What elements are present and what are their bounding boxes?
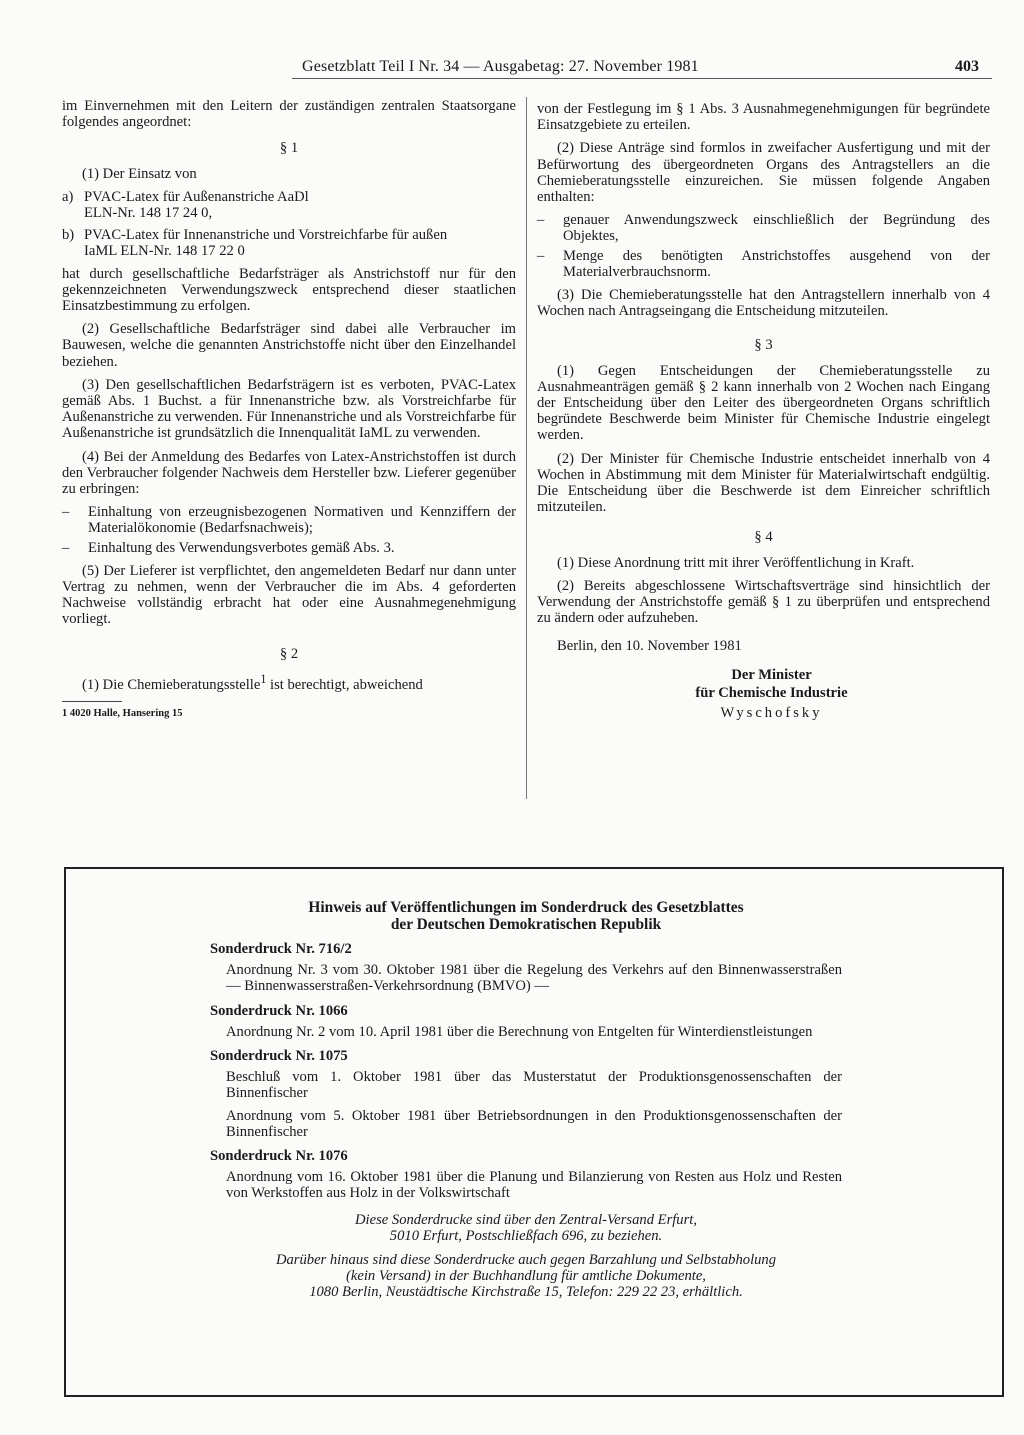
s3-paragraph-1: (1) Gegen Entscheidungen der Chemieberatungsstelle zu Ausnahmeanträgen gemäß § 2 kann innerhalb von 2 Wochen nach Eingang der Entscheidung über den Leiter des übergeordneten Organs schriftlich begründete Beschwerde beim Minister für Chemische Industrie eingelegt werden. — [537, 362, 990, 444]
item-b-line-2: IaML ELN-Nr. 148 17 22 0 — [84, 243, 245, 260]
sonderdruck-entry: Anordnung Nr. 3 vom 30. Oktober 1981 über die Regelung des Verkehrs auf den Binnenwasserstraßen — Binnenwasserstraßen-Verkehrsordnung (BMVO) — — [226, 962, 842, 995]
left-column — [62, 98, 516, 722]
s1-dash-item-2 — [62, 540, 516, 556]
sonderdruck-label: Sonderdruck Nr. 716/2 — [210, 941, 352, 957]
notice-1-line-1: Diese Sonderdrucke sind über den Zentral-Versand Erfurt, — [355, 1211, 697, 1228]
signatory-title-1: Der Minister — [731, 666, 812, 683]
sonderdruck-entry: Anordnung vom 5. Oktober 1981 über Betriebsordnungen in den Produktionsgenossenschaften der Binnenfischer — [226, 1107, 842, 1140]
ordering-notice-2 — [210, 1252, 842, 1301]
s2-p1-end: ist berechtigt, abweichend — [266, 676, 423, 693]
s3-paragraph-2: (2) Der Minister für Chemische Industrie entscheidet innerhalb von 4 Wochen in Abstimmung mit dem Minister für Materialwirtschaft endgültig. Die Entscheidung über die Beschwerde ist dem Einreicher schriftlich mitzuteilen. — [537, 450, 990, 516]
footnote-rule — [62, 701, 122, 702]
s4-paragraph-1: (1) Diese Anordnung tritt mit ihrer Veröffentlichung in Kraft. — [557, 554, 915, 571]
s2-paragraph-2: (2) Diese Anträge sind formlos in zweifacher Ausfertigung und mit der Befürwortung des übergeordneten Organs des Antragstellers an die Chemieberatungsstelle einzureichen. Sie müssen folgende Angaben enthalten: — [537, 140, 990, 206]
dash-marker: – — [537, 212, 545, 229]
s1-dash-item-1 — [62, 504, 516, 536]
s2-p1-start: (1) Die Chemieberatungsstelle — [82, 676, 261, 693]
dash-item-text: genauer Anwendungszweck einschließlich der Begründung des Objektes, — [563, 212, 990, 245]
place-and-date: Berlin, den 10. November 1981 — [557, 638, 742, 655]
gazette-issue-title: Gesetzblatt Teil I Nr. 34 — Ausgabetag: 27. November 1981 — [302, 58, 699, 75]
ordering-notice — [210, 1212, 842, 1301]
section-2-heading: § 2 — [279, 645, 299, 662]
intro-paragraph: im Einvernehmen mit den Leitern der zuständigen zentralen Staatsorgane folgendes angeordnet: — [62, 98, 516, 131]
column-divider — [526, 97, 527, 799]
s4-paragraph-2: (2) Bereits abgeschlossene Wirtschaftsverträge sind hinsichtlich der Verwendung der Anstrichstoffe gemäß § 1 zu überprüfen und entsprechend zu ändern oder aufzuheben. — [537, 577, 990, 627]
footnote-marker: 1 — [260, 671, 267, 686]
s1-item-a — [62, 189, 516, 221]
sonderdruck-label: Sonderdruck Nr. 1075 — [210, 1048, 348, 1065]
sonderdruck-notice-box — [64, 867, 1004, 1397]
s2-continuation: von der Festlegung im § 1 Abs. 3 Ausnahmegenehmigungen für begründete Einsatzgebiete zu erteilen. — [537, 101, 990, 134]
dash-marker: – — [537, 247, 545, 264]
notice-title — [210, 899, 842, 933]
s1-item-b — [62, 227, 516, 259]
s1-paragraph-3: (3) Den gesellschaftlichen Bedarfsträgern ist es verboten, PVAC-Latex gemäß Abs. 1 Buchst. a für Innenanstriche bzw. als Vorstreichfarbe für Außenanstriche zu verwenden. Für Innenanstriche und als Vorstreichfarbe für Außenanstriche ist grundsätzlich die Innenqualität IaML zu verwenden. — [62, 376, 516, 442]
dash-marker: – — [62, 504, 70, 521]
item-b-line-1: PVAC-Latex für Innenanstriche und Vorstreichfarbe für außen — [84, 227, 448, 244]
s1-paragraph-4: (4) Bei der Anmeldung des Bedarfes von Latex-Anstrichstoffen ist durch den Verbraucher folgender Nachweis dem Hersteller bzw. Lieferer gegenüber zu erbringen: — [62, 448, 516, 498]
notice-box-content — [210, 899, 842, 1309]
dash-marker: – — [62, 539, 70, 556]
dash-item-text: Einhaltung des Verwendungsverbotes gemäß Abs. 3. — [88, 539, 395, 556]
sonderdruck-label: Sonderdruck Nr. 1066 — [210, 1002, 348, 1019]
s2-dash-item-2 — [537, 248, 990, 280]
dash-item-text: Einhaltung von erzeugnisbezogenen Normativen und Kennziffern der Materialökonomie (Bedarfsnachweis); — [88, 504, 516, 537]
item-a-line-1: PVAC-Latex für Außenanstriche AaDl — [84, 188, 309, 205]
s2-dash-item-1 — [537, 212, 990, 244]
s1-paragraph-1-continued: hat durch gesellschaftliche Bedarfsträger als Anstrichstoff nur für den gekennzeichneten Verwendungszweck entsprechend dieser staatlichen Einsatzbestimmung zu erfolgen. — [62, 265, 516, 315]
item-a-label: a) — [62, 188, 74, 205]
s1-paragraph-5: (5) Der Lieferer ist verpflichtet, den angemeldeten Bedarf nur dann unter Vertrag zu nehmen, wenn der Verbraucher die im Abs. 4 geforderten Nachweise vollständig erbracht hat oder eine Ausnahmegenehmigung vorliegt. — [62, 562, 516, 628]
s1-paragraph-2: (2) Gesellschaftliche Bedarfsträger sind dabei alle Verbraucher im Bauwesen, welche die genannten Anstrichstoffe nicht über den Einzelhandel beziehen. — [62, 321, 516, 370]
item-a-line-2: ELN-Nr. 148 17 24 0, — [84, 205, 213, 222]
sonderdruck-label: Sonderdruck Nr. 1076 — [210, 1148, 348, 1165]
page-number: 403 — [955, 58, 979, 75]
section-3-heading: § 3 — [754, 337, 773, 354]
signatory-name: Wyschofsky — [720, 705, 823, 722]
right-column — [537, 101, 990, 721]
signatory-title-2: für Chemische Industrie — [695, 684, 848, 701]
notice-1-line-2: 5010 Erfurt, Postschließfach 696, zu beziehen. — [389, 1227, 663, 1244]
sonderdruck-entry: Beschluß vom 1. Oktober 1981 über das Musterstatut der Produktionsgenossenschaften der Binnenfischer — [226, 1069, 842, 1102]
dash-item-text: Menge des benötigten Anstrichstoffes ausgehend von der Materialverbrauchsnorm. — [563, 247, 990, 280]
s2-paragraph-3: (3) Die Chemieberatungsstelle hat den Antragstellern innerhalb von 4 Wochen nach Antragseingang die Entscheidung mitzuteilen. — [537, 287, 990, 320]
section-4-heading: § 4 — [754, 529, 773, 546]
notice-2-line-1: Darüber hinaus sind diese Sonderdrucke auch gegen Barzahlung und Selbstabholung — [275, 1252, 777, 1269]
notice-title-line-2: der Deutschen Demokratischen Republik — [390, 916, 662, 933]
section-1-heading: § 1 — [279, 140, 299, 157]
header-rule — [292, 78, 992, 79]
item-b-label: b) — [62, 227, 75, 244]
notice-title-line-1: Hinweis auf Veröffentlichungen im Sonderdruck des Gesetzblattes — [308, 899, 744, 916]
s1-paragraph-1: (1) Der Einsatz von — [82, 165, 197, 182]
notice-2-line-3: 1080 Berlin, Neustädtische Kirchstraße 15, Telefon: 229 22 23, erhältlich. — [309, 1284, 743, 1301]
sonderdruck-entry: Anordnung vom 16. Oktober 1981 über die Planung und Bilanzierung von Resten aus Holz und Resten von Werkstoffen aus Holz in der Volkswirtschaft — [226, 1169, 842, 1202]
footnote: 1 4020 Halle, Hansering 15 — [62, 707, 183, 719]
ordering-notice-1 — [210, 1212, 842, 1244]
sonderdruck-entry: Anordnung Nr. 2 vom 10. April 1981 über die Berechnung von Entgelten für Winterdienstleistungen — [226, 1023, 813, 1040]
s2-paragraph-1 — [62, 671, 516, 693]
notice-2-line-2: (kein Versand) in der Buchhandlung für amtliche Dokumente, — [346, 1268, 706, 1285]
